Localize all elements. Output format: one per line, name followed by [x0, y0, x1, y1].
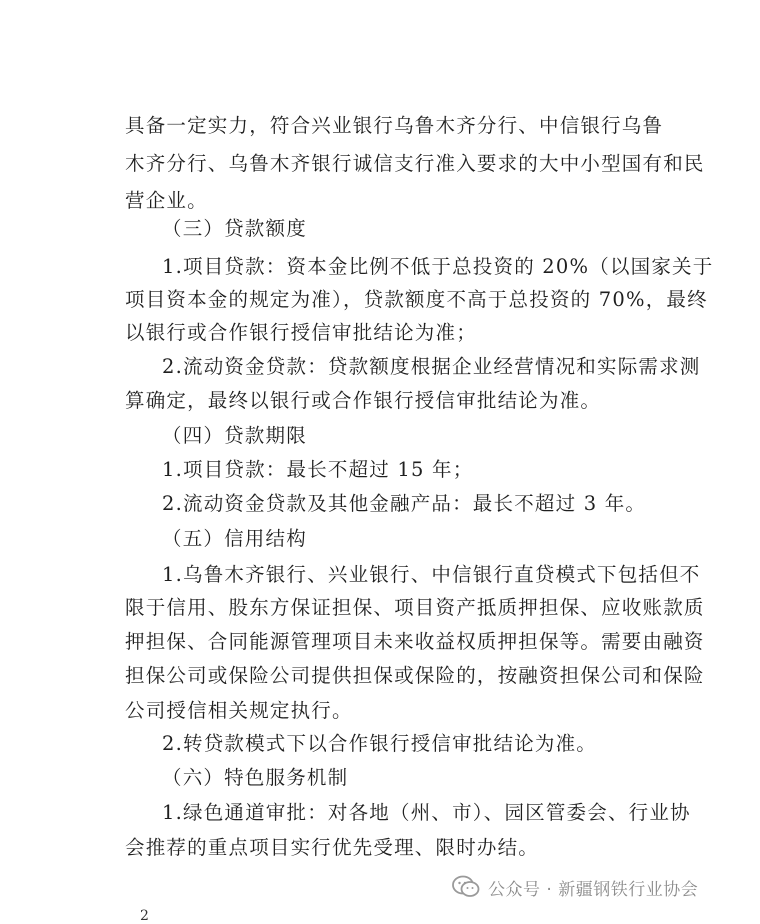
paragraph-line: 2.流动资金贷款：贷款额度根据企业经营情况和实际需求测: [162, 355, 701, 378]
paragraph-line: 2.转贷款模式下以合作银行授信审批结论为准。: [162, 732, 598, 755]
paragraph-line: 具备一定实力，符合兴业银行乌鲁木齐分行、中信银行乌鲁: [125, 114, 664, 137]
paragraph-line: 木齐分行、乌鲁木齐银行诚信支行准入要求的大中小型国有和民: [125, 152, 705, 175]
paragraph-line: 限于信用、股东方保证担保、项目资产抵质押担保、应收账款质: [125, 596, 705, 619]
section-heading: （三）贷款额度: [162, 217, 307, 240]
paragraph-line: 以银行或合作银行授信审批结论为准；: [125, 321, 477, 344]
paragraph-line: 会推荐的重点项目实行优先受理、限时办结。: [125, 836, 540, 859]
paragraph-line: 2.流动资金贷款及其他金融产品：最长不超过 3 年。: [162, 492, 647, 515]
watermark-text: 公众号 · 新疆钢铁行业协会: [488, 879, 699, 900]
wechat-icon: [452, 875, 480, 899]
paragraph-line: 公司授信相关规定执行。: [125, 699, 353, 722]
wechat-watermark: [452, 872, 698, 902]
paragraph-line: 押担保、合同能源管理项目未来收益权质押担保等。需要由融资: [125, 630, 705, 653]
section-heading: （五）信用结构: [162, 527, 307, 550]
paragraph-line: 1.项目贷款：资本金比例不低于总投资的 20%（以国家关于: [162, 255, 714, 278]
paragraph-line: 营企业。: [125, 189, 208, 212]
paragraph-line: 1.绿色通道审批：对各地（州、市）、园区管委会、行业协: [162, 801, 691, 824]
section-heading: （四）贷款期限: [162, 424, 307, 447]
paragraph-line: 担保公司或保险公司提供担保或保险的，按融资担保公司和保险: [125, 664, 705, 687]
paragraph-line: 项目资本金的规定为准），贷款额度不高于总投资的 70%，最终: [125, 288, 708, 311]
paragraph-line: 1.项目贷款：最长不超过 15 年；: [162, 458, 474, 481]
paragraph-line: 1.乌鲁木齐银行、兴业银行、中信银行直贷模式下包括但不: [162, 563, 701, 586]
page-number: 2: [140, 908, 149, 924]
section-heading: （六）特色服务机制: [162, 766, 349, 789]
paragraph-line: 算确定，最终以银行或合作银行授信审批结论为准。: [125, 389, 602, 412]
